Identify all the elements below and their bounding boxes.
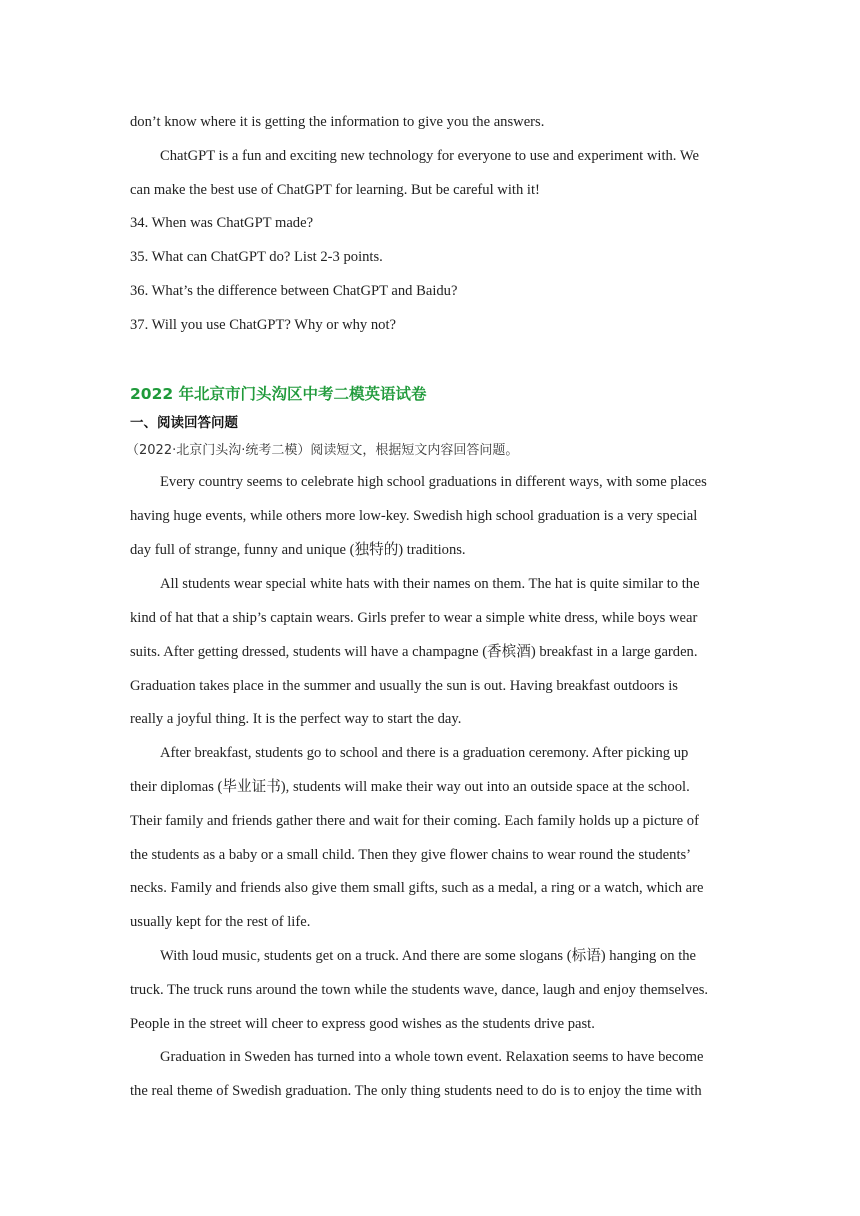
question-37: 37. Will you use ChatGPT? Why or why not? xyxy=(130,317,396,333)
passage-line: don’t know where it is getting the information to give you the answers. xyxy=(130,114,545,130)
passage-line: Every country seems to celebrate high school graduations in different ways, with some places xyxy=(160,474,707,490)
section-subtitle: 一、阅读回答问题 xyxy=(130,415,238,431)
passage-line: kind of hat that a ship’s captain wears. Girls prefer to wear a simple white dress, while boys wear xyxy=(130,610,698,626)
passage-line: usually kept for the rest of life. xyxy=(130,914,311,930)
passage-line: With loud music, students get on a truck. And there are some slogans (标语) hanging on the xyxy=(160,948,697,964)
passage-line: All students wear special white hats with their names on them. The hat is quite similar to the xyxy=(160,576,700,592)
question-34: 34. When was ChatGPT made? xyxy=(130,215,314,231)
passage-line: really a joyful thing. It is the perfect way to start the day. xyxy=(130,711,462,727)
passage-line: their diplomas (毕业证书), students will make their way out into an outside space at the school. xyxy=(130,779,690,795)
passage-line: having huge events, while others more low-key. Swedish high school graduation is a very special xyxy=(130,508,698,524)
passage-line: People in the street will cheer to express good wishes as the students drive past. xyxy=(130,1016,595,1032)
passage-line: Graduation takes place in the summer and usually the sun is out. Having breakfast outdoors is xyxy=(130,678,678,694)
passage-line: the real theme of Swedish graduation. The only thing students need to do is to enjoy the time with xyxy=(130,1083,702,1099)
source-note: （2022·北京门头沟·统考二模）阅读短文，根据短文内容回答问题。 xyxy=(126,443,519,458)
passage-line: After breakfast, students go to school and there is a graduation ceremony. After picking up xyxy=(160,745,689,761)
passage-line: Their family and friends gather there and wait for their coming. Each family holds up a picture of xyxy=(130,813,699,829)
question-35: 35. What can ChatGPT do? List 2-3 points. xyxy=(130,249,383,265)
passage-line: truck. The truck runs around the town while the students wave, dance, laugh and enjoy themselves. xyxy=(130,982,709,998)
passage-line: necks. Family and friends also give them small gifts, such as a medal, a ring or a watch, which are xyxy=(130,880,704,896)
passage-line: Graduation in Sweden has turned into a whole town event. Relaxation seems to have become xyxy=(160,1049,704,1065)
passage-line: the students as a baby or a small child. Then they give flower chains to wear round the students’ xyxy=(130,847,692,863)
passage-line: ChatGPT is a fun and exciting new technology for everyone to use and experiment with. We xyxy=(160,148,699,164)
passage-line: can make the best use of ChatGPT for learning. But be careful with it! xyxy=(130,182,540,198)
passage-line: day full of strange, funny and unique (独特的) traditions. xyxy=(130,542,466,558)
question-36: 36. What’s the difference between ChatGPT and Baidu? xyxy=(130,283,458,299)
passage-line: suits. After getting dressed, students will have a champagne (香槟酒) breakfast in a large garden. xyxy=(130,644,698,660)
section-title: 2022 年北京市门头沟区中考二模英语试卷 xyxy=(130,385,427,403)
